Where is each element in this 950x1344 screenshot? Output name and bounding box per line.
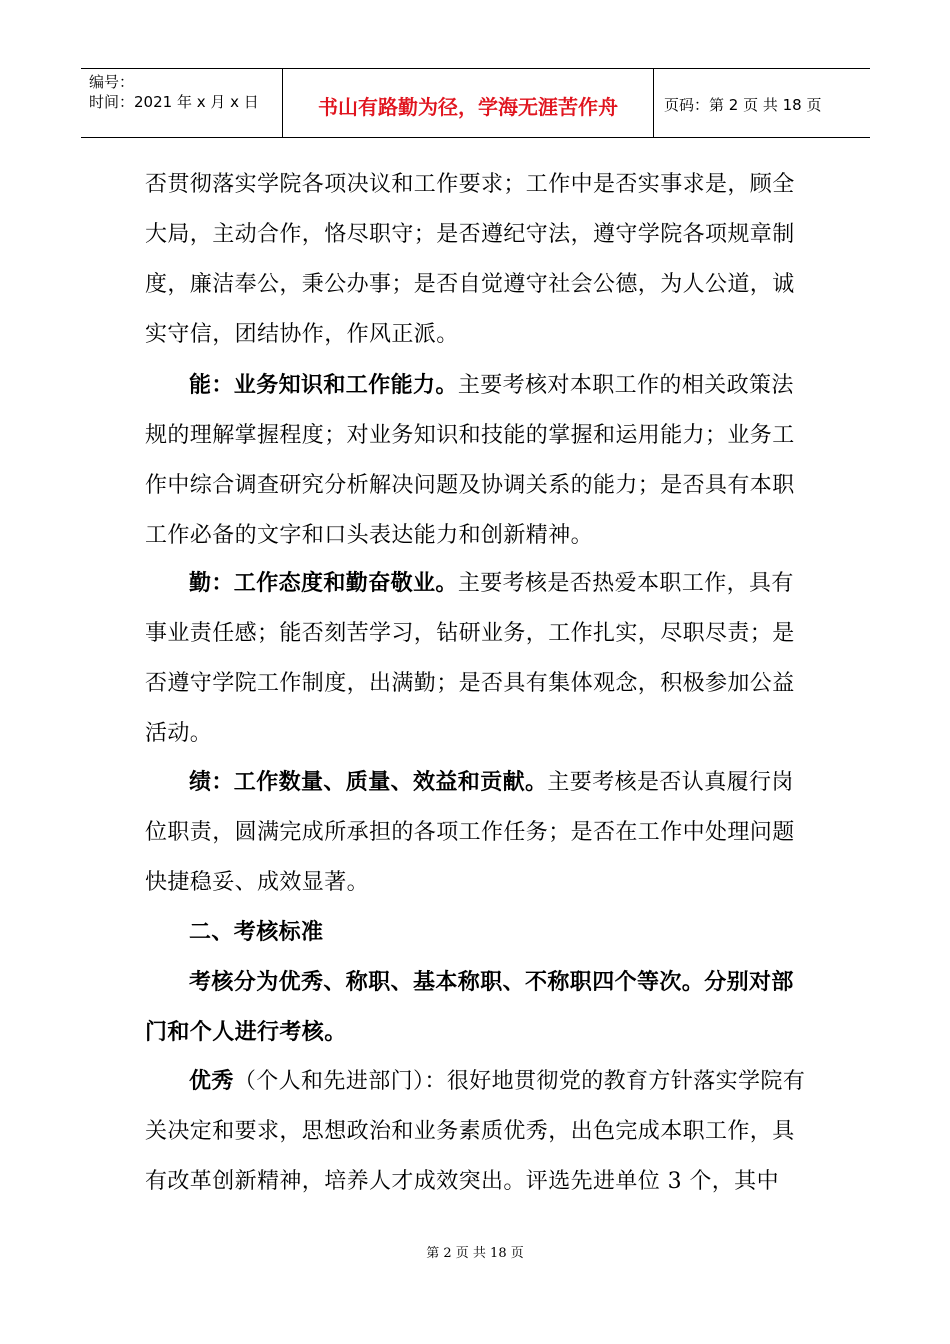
paragraph-performance-heading: 绩：工作数量、质量、效益和贡献。 (189, 769, 548, 795)
paragraph-ability-heading: 能：业务知识和工作能力。 (189, 372, 458, 398)
document-number-label: 编号： (89, 73, 135, 91)
section-heading-standards: 二、考核标准 (189, 919, 324, 945)
page-footer: 第 2 页 共 18 页 (426, 1246, 524, 1261)
paragraph-diligence (145, 558, 815, 759)
header-motto-cell (283, 69, 654, 137)
paragraph-grades: 考核分为优秀、称职、基本称职、不称职四个等次。分别对部门和个人进行考核。 (145, 969, 794, 1045)
paragraph-performance-text: 主要考核是否认真履行岗位职责，圆满完成所承担的各项工作任务；是否在工作中处理问题快捷稳妥、成效显著。 (145, 770, 795, 895)
document-date-label: 时间：2021 年 x 月 x 日 (89, 93, 259, 111)
paragraph-excellent-text: （个人和先进部门）：很好地贯彻党的教育方针落实学院有关决定和要求，思想政治和业务素质优秀，出色完成本职工作，具有改革创新精神，培养人才成效突出。评选先进单位 3 个，其中 (145, 1069, 806, 1194)
paragraph-ability (145, 360, 815, 561)
document-header (81, 68, 870, 138)
paragraph-diligence-heading: 勤：工作态度和勤奋敬业。 (189, 570, 458, 596)
paragraph-performance (145, 757, 815, 908)
header-page-cell (654, 69, 870, 137)
header-page-number: 页码：第 2 页 共 18 页 (664, 96, 822, 114)
paragraph-excellent (145, 1056, 815, 1207)
paragraph-de-continued: 否贯彻落实学院各项决议和工作要求；工作中是否实事求是，顾全大局，主动合作，恪尽职守；是否遵纪守法，遵守学院各项规章制度，廉洁奉公，秉公办事；是否自觉遵守社会公德，为人公道，诚实守信，团结协作，作风正派。 (145, 172, 795, 347)
paragraph-excellent-heading: 优秀 (189, 1068, 234, 1094)
paragraph-diligence-text: 主要考核是否热爱本职工作，具有事业责任感；能否刻苦学习，钻研业务，工作扎实，尽职尽责；是否遵守学院工作制度，出满勤；是否具有集体观念，积极参加公益活动。 (145, 571, 795, 746)
paragraph-ability-text: 主要考核对本职工作的相关政策法规的理解掌握程度；对业务知识和技能的掌握和运用能力；业务工作中综合调查研究分析解决问题及协调关系的能力；是否具有本职工作必备的文字和口头表达能力和创新精神。 (145, 373, 795, 548)
header-motto: 书山有路勤为径，学海无涯苦作舟 (318, 95, 618, 119)
header-meta-cell (81, 69, 283, 137)
